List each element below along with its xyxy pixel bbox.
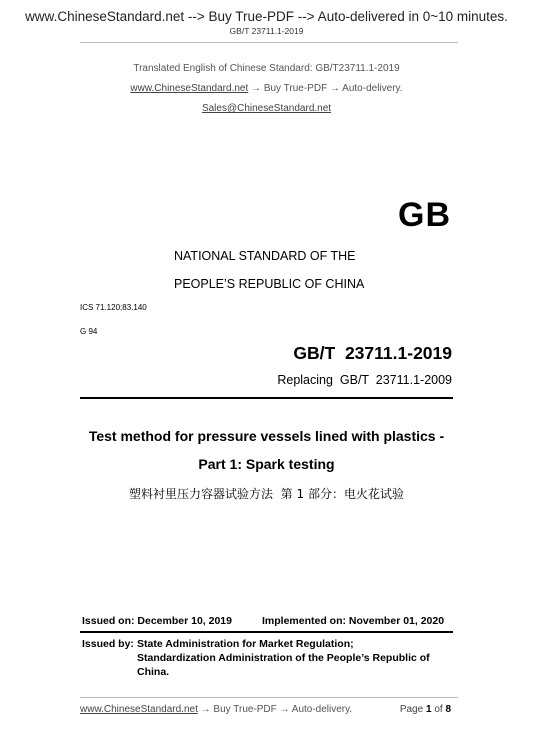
footer-rule (80, 697, 458, 698)
page-of: of (434, 704, 443, 715)
footer-site-link[interactable]: www.ChineseStandard.net (80, 704, 198, 715)
dates-rule (80, 631, 453, 633)
issuer-line-3: China. (137, 666, 170, 678)
footer-buy-line (80, 704, 352, 715)
ics-code: ICS 71.120;83.140 (80, 303, 147, 312)
ccs-code: G 94 (80, 327, 98, 336)
standard-number: GB/T 23711.1-2019 (293, 343, 452, 363)
title-chinese: 塑料衬里压力容器试验方法 第 1 部分：电火花试验 (129, 487, 404, 501)
top-banner (0, 9, 533, 24)
issuer-label: Issued by: (82, 638, 134, 650)
page-indicator (400, 704, 451, 715)
translated-line (0, 63, 533, 74)
standard-rule (80, 397, 453, 399)
national-line-2: PEOPLE’S REPUBLIC OF CHINA (174, 277, 365, 291)
replacing-line: Replacing GB/T 23711.1-2009 (277, 373, 452, 387)
issued-on: Issued on: December 10, 2019 (82, 615, 232, 627)
title-line-2: Part 1: Spark testing (198, 456, 335, 472)
banner-text: www.ChineseStandard.net --> Buy True-PDF --> Auto-delivered in 0~10 minutes. (25, 9, 508, 24)
page-label: Page (399, 704, 424, 715)
header-rule (80, 42, 458, 43)
title-line-1: Test method for pressure vessels lined with plastics - (88, 428, 445, 444)
footer-buy-text: → Buy True-PDF → Auto-delivery. (197, 704, 353, 715)
site-link[interactable]: www.ChineseStandard.net (130, 83, 249, 94)
implemented-on: Implemented on: November 01, 2020 (262, 615, 445, 627)
page-current: 1 (425, 704, 432, 715)
issuer-line-2: Standardization Administration of the People’s Republic of (137, 652, 430, 664)
email-link[interactable]: Sales@ChineseStandard.net (201, 103, 332, 114)
header-code-text: GB/T 23711.1-2019 (229, 26, 304, 36)
issuer-line-1: State Administration for Market Regulation; (137, 638, 354, 650)
header-code (0, 26, 533, 36)
page-total: 8 (445, 704, 451, 715)
intro-buy-line (0, 83, 533, 94)
email-line (0, 103, 533, 114)
national-line-1: NATIONAL STANDARD OF THE (174, 249, 356, 263)
gb-logo: GB (398, 196, 451, 234)
intro-buy-text: → Buy True-PDF → Auto-delivery. (248, 83, 403, 94)
translated-text: Translated English of Chinese Standard: GB/T23711.1-2019 (133, 63, 400, 74)
